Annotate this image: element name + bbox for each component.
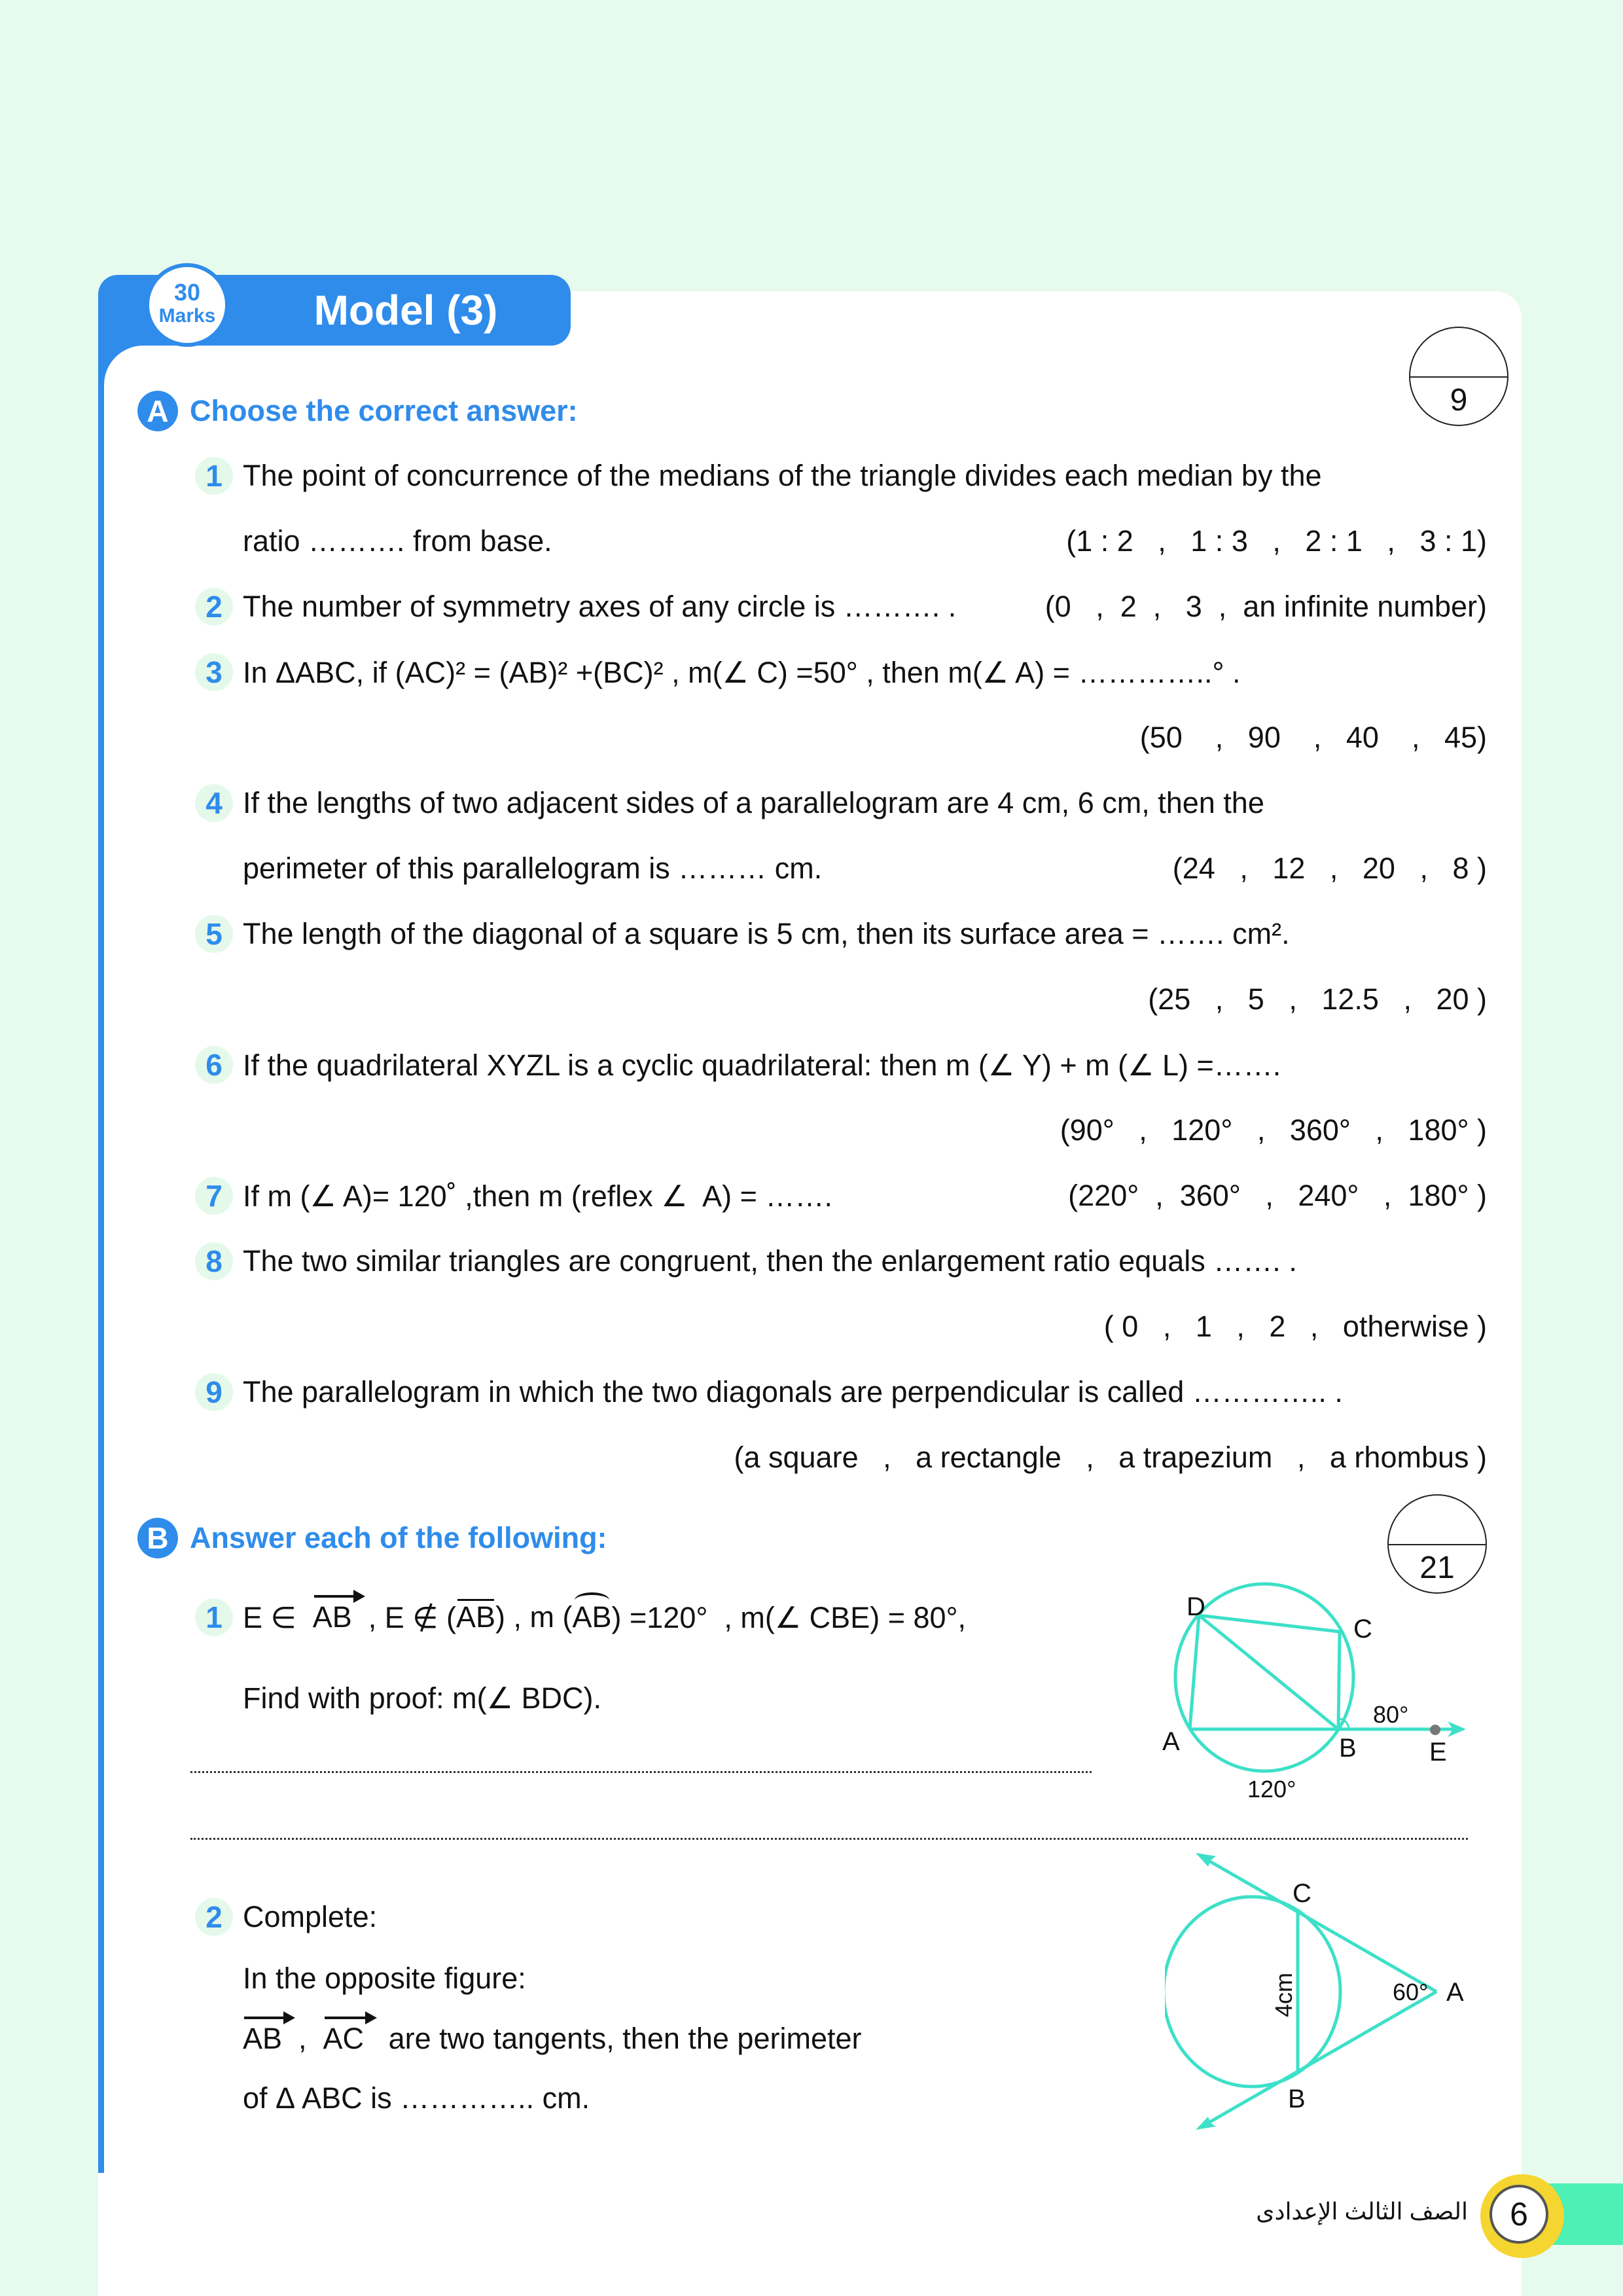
- b-question-1: [190, 1594, 1106, 1640]
- section-b-heading: Answer each of the following:: [190, 1521, 607, 1554]
- ray-ab: AB: [312, 1600, 352, 1634]
- answer-options: ( 0 , 1 , 2 , otherwise ): [1103, 1310, 1487, 1343]
- question-text: In ΔABC, if (AC)² = (AB)² +(BC)² , m(∠ C) =50° , then m(∠ A) = …………..° .: [243, 655, 1241, 689]
- question-8-line: [190, 1238, 1487, 1284]
- figure-cyclic-quadrilateral: [1139, 1571, 1505, 1806]
- label-arc: 120°: [1247, 1776, 1296, 1803]
- ray-ac: AC: [323, 2022, 365, 2055]
- question-number: 9: [195, 1373, 233, 1411]
- section-a-score: [1409, 327, 1508, 426]
- question-text: If the quadrilateral XYZL is a cyclic quadrilateral: then m (∠ Y) + m (∠ L) =…….: [243, 1048, 1281, 1082]
- question-number: 4: [195, 784, 233, 822]
- section-a-badge: A: [137, 391, 178, 431]
- label-length: 4cm: [1270, 1972, 1297, 2017]
- answer-options: (220° , 360° , 240° , 180° ): [1068, 1179, 1487, 1212]
- page-title: Model (3): [313, 287, 498, 334]
- ray-ab: AB: [243, 2022, 283, 2055]
- text: , E ∉ (: [351, 1600, 456, 1634]
- question-number: 8: [195, 1242, 233, 1280]
- question-text: In the opposite figure:: [243, 1962, 526, 1995]
- answer-options: (90° , 120° , 360° , 180° ): [1060, 1113, 1487, 1147]
- question-3-options-row: [190, 715, 1487, 761]
- tab-corner: [104, 346, 143, 385]
- marks-label: Marks: [158, 305, 216, 327]
- section-b-header: [137, 1517, 607, 1559]
- question-text: If m (∠ A)= 120˚ ,then m (reflex ∠ A) = …….: [243, 1179, 832, 1213]
- question-text: The number of symmetry axes of any circle is ………. .: [243, 590, 957, 623]
- grade-label: الصف الثالث الإعدادى: [1256, 2198, 1468, 2225]
- question-number: 2: [195, 1898, 233, 1936]
- answer-options: (50 , 90 , 40 , 45): [1139, 721, 1487, 754]
- answer-options: (1 : 2 , 1 : 3 , 2 : 1 , 3 : 1): [1066, 524, 1487, 558]
- b-question-2: [190, 1894, 1106, 1940]
- label-angle: 60°: [1393, 1979, 1429, 2005]
- question-5-options-row: [190, 977, 1487, 1022]
- left-border: [98, 308, 104, 2173]
- figure-tangents: [1165, 1839, 1492, 2147]
- question-9-options-row: [190, 1435, 1487, 1480]
- question-text: of Δ ABC is ………….. cm.: [243, 2081, 590, 2115]
- question-title: Complete:: [243, 1900, 378, 1933]
- question-1-line: [190, 453, 1487, 499]
- section-a-heading: Choose the correct answer:: [190, 394, 578, 427]
- question-text: perimeter of this parallelogram is ……… cm.: [243, 852, 823, 885]
- b-question-1-line2: [190, 1675, 1106, 1721]
- question-text: The parallelogram in which the two diagonals are perpendicular is called ………….. .: [243, 1375, 1343, 1408]
- b-question-2-line1: [190, 1956, 1106, 2001]
- label-a: A: [1446, 1978, 1464, 2007]
- question-number: 5: [195, 915, 233, 953]
- label-angle: 80°: [1373, 1701, 1409, 1728]
- question-9-line: [190, 1369, 1487, 1415]
- tangent-ac: [1201, 1856, 1436, 1992]
- text: ,: [282, 2022, 323, 2055]
- label-b: B: [1339, 1734, 1357, 1763]
- marks-value: 30: [173, 279, 201, 306]
- page-number-badge: [1489, 2185, 1548, 2244]
- answer-options: (24 , 12 , 20 , 8 ): [1172, 852, 1487, 885]
- label-c: C: [1353, 1615, 1372, 1643]
- text: E ∈: [243, 1600, 313, 1634]
- question-6-options-row: [190, 1107, 1487, 1153]
- question-1-line: [190, 518, 1487, 564]
- question-text: The two similar triangles are congruent, then the enlargement ratio equals ……. .: [243, 1244, 1297, 1278]
- question-text: If the lengths of two adjacent sides of a parallelogram are 4 cm, 6 cm, then the: [243, 786, 1264, 819]
- tangent-ab: [1201, 1992, 1436, 2127]
- b-question-2-line3: [190, 2075, 1106, 2121]
- text: ) , m (: [495, 1600, 573, 1634]
- point-e: [1430, 1725, 1440, 1735]
- circle: [1165, 1897, 1340, 2087]
- question-4-line: [190, 846, 1487, 891]
- section-b-badge: B: [137, 1518, 178, 1558]
- question-text: The length of the diagonal of a square is 5 cm, then its surface area = ……. cm².: [243, 917, 1290, 950]
- score-value: 9: [1450, 383, 1468, 418]
- label-c: C: [1293, 1879, 1311, 1908]
- label-a: A: [1162, 1727, 1180, 1756]
- answer-options: (a square , a rectangle , a trapezium , a rhombus ): [734, 1441, 1487, 1474]
- marks-badge: [145, 263, 229, 347]
- question-6-line: [190, 1042, 1487, 1088]
- question-number: 7: [195, 1177, 233, 1215]
- question-text: are two tangents, then the perimeter: [364, 2022, 862, 2055]
- question-8-options-row: [190, 1304, 1487, 1350]
- question-3-line: [190, 649, 1487, 695]
- question-text: The point of concurrence of the medians of the triangle divides each median by the: [243, 459, 1322, 492]
- answer-line[interactable]: [190, 1771, 1092, 1773]
- b-question-2-line2: [190, 2016, 1106, 2062]
- diagonal-db: [1199, 1615, 1338, 1729]
- question-text: Find with proof: m(∠ BDC).: [243, 1681, 601, 1715]
- question-number: 3: [195, 653, 233, 691]
- question-7-line: [190, 1173, 1487, 1219]
- label-d: D: [1186, 1592, 1205, 1621]
- section-a-header: [137, 390, 578, 432]
- answer-options: (25 , 5 , 12.5 , 20 ): [1148, 982, 1487, 1016]
- label-e: E: [1429, 1738, 1447, 1767]
- label-b: B: [1288, 2085, 1306, 2113]
- text: ) =120° , m(∠ CBE) = 80°,: [611, 1600, 967, 1634]
- question-number: 1: [195, 1598, 233, 1636]
- question-text: ratio ………. from base.: [243, 524, 552, 558]
- question-2-line: [190, 584, 1487, 630]
- question-number: 1: [195, 457, 233, 495]
- page-number: 6: [1510, 2196, 1528, 2233]
- question-number: 6: [195, 1046, 233, 1084]
- arc-ab: AB: [572, 1600, 612, 1634]
- question-4-line: [190, 780, 1487, 826]
- question-5-line: [190, 911, 1487, 957]
- score-value: 21: [1419, 1551, 1455, 1585]
- question-number: 2: [195, 588, 233, 626]
- segment-ab: AB: [455, 1600, 496, 1634]
- answer-options: (0 , 2 , 3 , an infinite number): [1044, 590, 1487, 623]
